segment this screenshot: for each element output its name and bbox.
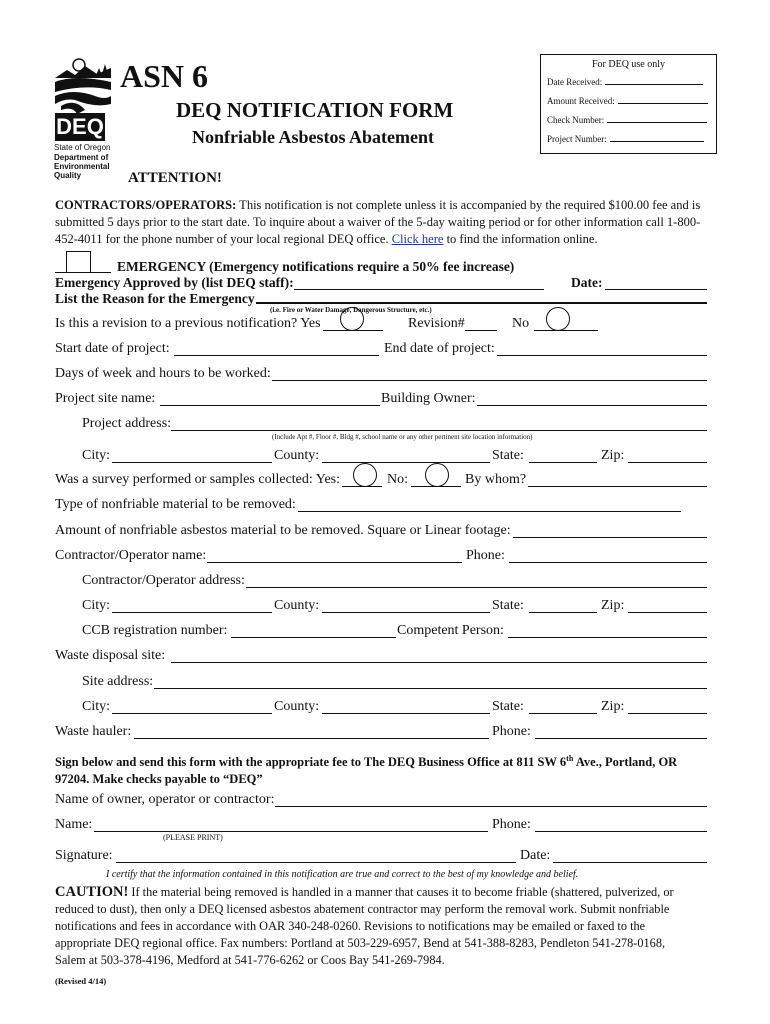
intro-line3b: to find the information online. [443, 232, 598, 246]
contractor-name-field[interactable] [207, 562, 462, 563]
waste-hauler-phone-field[interactable] [535, 738, 707, 739]
signature-label: Signature: [55, 848, 113, 863]
project-city-label: City: [82, 448, 111, 463]
emergency-reason-hint: (i.e. Fire or Water Damage, Dangerous Structure, etc.) [270, 306, 432, 314]
deq-logo [55, 56, 111, 142]
signature-date-field[interactable] [553, 862, 707, 863]
deq-project-number[interactable]: Project Number: [547, 134, 704, 144]
form-subtitle: Nonfriable Asbestos Abatement [192, 127, 434, 147]
landscape-icon [55, 56, 111, 114]
name-phone-field[interactable] [535, 831, 707, 832]
by-whom-label: By whom? [465, 472, 527, 487]
building-owner-field[interactable] [477, 405, 707, 406]
emergency-reason-field[interactable] [256, 302, 707, 304]
project-zip-field[interactable] [628, 462, 707, 463]
name-field[interactable] [94, 831, 488, 832]
amount-label: Amount of nonfriable asbestos material to be removed. Square or Linear footage: [55, 523, 511, 538]
emergency-label: EMERGENCY (Emergency notifications require a 50% fee increase) [117, 259, 515, 274]
waste-county-field[interactable] [322, 713, 490, 714]
project-zip-label: Zip: [601, 448, 625, 463]
form-id: ASN 6 [120, 58, 209, 94]
revision-yes-radio[interactable] [340, 307, 364, 331]
intro-paragraph [55, 197, 725, 248]
site-address-label: Site address: [82, 674, 154, 689]
project-county-field[interactable] [322, 462, 490, 463]
contractor-county-field[interactable] [322, 612, 490, 613]
contractor-address-label: Contractor/Operator address: [82, 573, 245, 588]
start-date-field[interactable] [174, 355, 379, 356]
waste-state-label: State: [492, 699, 524, 714]
owner-name-label: Name of owner, operator or contractor: [55, 792, 275, 807]
waste-hauler-label: Waste hauler: [55, 724, 132, 739]
project-address-hint: (Include Apt #, Floor #, Bldg #, school name or any other pertinent site location information) [272, 433, 533, 441]
emergency-reason-label: List the Reason for the Emergency [55, 291, 255, 306]
waste-zip-field[interactable] [628, 713, 707, 714]
name-phone-label: Phone: [492, 817, 531, 832]
project-city-field[interactable] [112, 462, 272, 463]
revised-note: (Revised 4/14) [55, 976, 107, 986]
site-name-label: Project site name: [55, 391, 156, 406]
contractor-state-label: State: [492, 598, 524, 613]
competent-person-field[interactable] [508, 637, 707, 638]
end-date-label: End date of project: [384, 341, 495, 356]
building-owner-label: Building Owner: [381, 391, 476, 406]
survey-yes-radio[interactable] [353, 463, 377, 487]
intro-lead: CONTRACTORS/OPERATORS: [55, 198, 237, 212]
deq-amount-received[interactable]: Amount Received: [547, 96, 708, 106]
ccb-field[interactable] [231, 637, 396, 638]
deq-box-heading: For DEQ use only [591, 59, 666, 70]
waste-hauler-phone-label: Phone: [492, 724, 531, 739]
survey-no-radio[interactable] [425, 463, 449, 487]
project-address-label: Project address: [82, 416, 172, 431]
signature-field[interactable] [116, 862, 516, 863]
emergency-date-field[interactable] [605, 289, 707, 290]
survey-no-label: No: [387, 472, 408, 487]
revision-question: Is this a revision to a previous notification? Yes [55, 316, 321, 331]
material-type-field[interactable] [298, 511, 681, 512]
days-hours-field[interactable] [272, 380, 707, 381]
contractor-city-field[interactable] [112, 612, 272, 613]
logo-dept-1: Department of [54, 153, 109, 162]
click-here-link[interactable]: Click here [391, 232, 444, 246]
caution-lead: CAUTION! [55, 884, 129, 900]
site-address-field[interactable] [154, 688, 707, 689]
revision-no-label: No [512, 316, 530, 331]
contractor-state-field[interactable] [529, 612, 597, 613]
logo-state: State of Oregon [54, 143, 111, 152]
logo-dept-3: Quality [54, 171, 82, 180]
name-label: Name: [55, 817, 93, 832]
deq-check-number[interactable]: Check Number: [547, 115, 707, 125]
end-date-field[interactable] [497, 355, 707, 356]
intro-line1: This notification is not complete unless it is accompanied by the required $100.00 fee and is [236, 198, 701, 212]
waste-city-field[interactable] [112, 713, 272, 714]
sign-instruction: Sign below and send this form with the appropriate fee to The DEQ Business Office at 811 SW 6th Ave., Portland, OR 97204. Make checks payable to “DEQ” [55, 754, 678, 787]
emergency-date-label: Date: [571, 275, 603, 290]
revision-number-label: Revision# [408, 316, 465, 331]
project-address-field[interactable] [171, 430, 707, 431]
certify-statement: I certify that the information contained in this notification are true and correct to the best of my knowledge and belief. [106, 869, 579, 880]
deq-logo-box: DEQ [56, 114, 104, 139]
material-type-label: Type of nonfriable material to be removed: [55, 497, 296, 512]
contractor-name-label: Contractor/Operator name: [55, 548, 207, 563]
waste-zip-label: Zip: [601, 699, 625, 714]
deq-date-received[interactable]: Date Received: [547, 77, 703, 87]
waste-hauler-field[interactable] [134, 738, 489, 739]
contractor-city-label: City: [82, 598, 111, 613]
waste-county-label: County: [274, 699, 320, 714]
emergency-checkbox-box[interactable] [66, 251, 91, 273]
days-hours-label: Days of week and hours to be worked: [55, 366, 271, 381]
contractor-county-label: County: [274, 598, 320, 613]
project-state-field[interactable] [529, 462, 597, 463]
contractor-phone-label: Phone: [466, 548, 505, 563]
waste-state-field[interactable] [529, 713, 597, 714]
please-print-hint: (PLEASE PRINT) [163, 833, 223, 842]
survey-question: Was a survey performed or samples collected: Yes: [55, 472, 341, 487]
start-date-label: Start date of project: [55, 341, 170, 356]
signature-date-label: Date: [520, 848, 551, 863]
caution-paragraph: CAUTION! If the material being removed is handled in a manner that causes it to become friable (shattered, pulverized, or reduced to dust), then only a DEQ licensed asbestos abatement contractor may perform the removal work. Submit nonfriable notifications and fees in accordance with OAR 340-248-0260. Revisions to notifications may be emailed or faxed to the appropriate DEQ regional office. Fax numbers: Portland at 503-229-6957, Bend at 541-388-8283, Pendleton 541-278-0168, Salem at 503-378-4196, Medford at 541-776-6262 or Coos Bay 541-269-7984. [55, 884, 674, 967]
project-county-label: County: [274, 448, 320, 463]
intro-line3a: 452-4011 for the phone number of your local regional DEQ office. [55, 232, 392, 246]
ccb-label: CCB registration number: [82, 623, 228, 638]
project-state-label: State: [492, 448, 524, 463]
contractor-zip-label: Zip: [601, 598, 625, 613]
owner-name-field[interactable] [275, 806, 707, 807]
by-whom-field[interactable] [528, 486, 707, 487]
attention-label: ATTENTION! [128, 170, 222, 186]
revision-number-field[interactable] [465, 330, 497, 331]
waste-site-label: Waste disposal site: [55, 648, 166, 663]
deq-use-box [540, 54, 717, 154]
revision-no-field[interactable] [534, 330, 598, 331]
site-name-field[interactable] [160, 405, 380, 406]
form-title: DEQ NOTIFICATION FORM [176, 98, 454, 122]
logo-dept-2: Environmental [54, 162, 110, 171]
intro-line2: submitted 5 days prior to the start date. To inquire about a waiver of the 5-day waiting period or for other information call 1-800- [55, 215, 701, 229]
contractor-address-field[interactable] [246, 587, 707, 588]
contractor-phone-field[interactable] [509, 562, 707, 563]
waste-city-label: City: [82, 699, 111, 714]
amount-field[interactable] [513, 537, 707, 538]
emergency-approved-label: Emergency Approved by (list DEQ staff): [55, 275, 294, 290]
contractor-zip-field[interactable] [628, 612, 707, 613]
emergency-approved-field[interactable] [294, 289, 544, 290]
revision-no-radio[interactable] [546, 307, 570, 331]
waste-site-field[interactable] [171, 662, 707, 663]
competent-person-label: Competent Person: [397, 623, 504, 638]
